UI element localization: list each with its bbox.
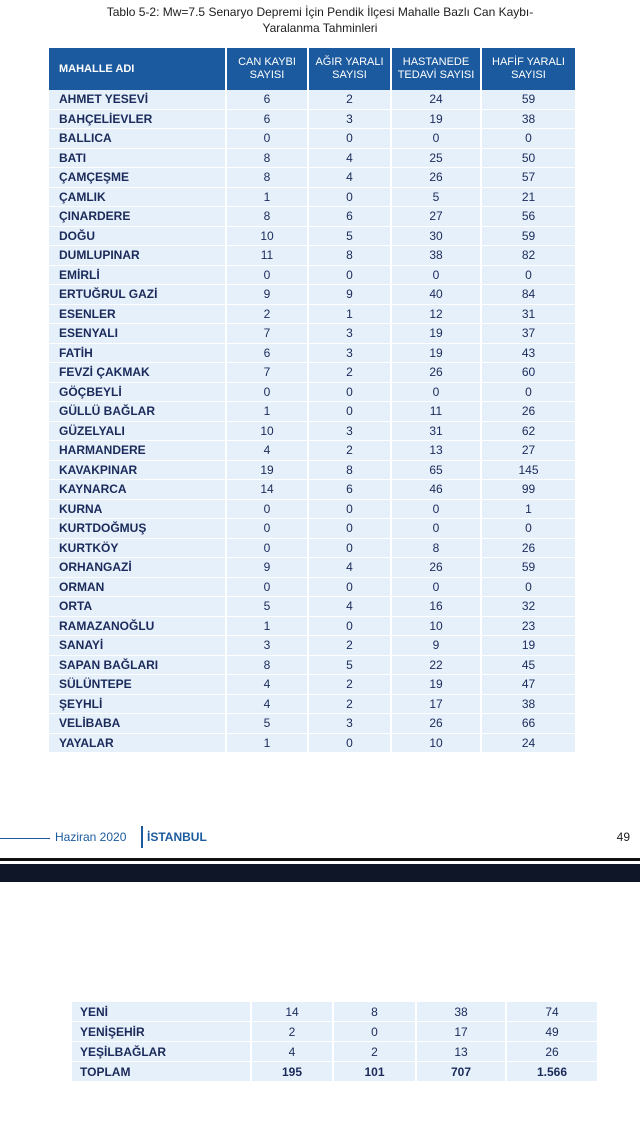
value-cell: 1 (227, 734, 309, 754)
value-cell: 101 (334, 1062, 417, 1082)
value-cell: 0 (482, 129, 575, 149)
value-cell: 31 (482, 305, 575, 325)
caption-line-2: Yaralanma Tahminleri (262, 21, 378, 35)
value-cell: 0 (309, 500, 392, 520)
mahalle-name: DOĞU (49, 227, 227, 247)
value-cell: 82 (482, 246, 575, 266)
value-cell: 4 (309, 168, 392, 188)
value-cell: 66 (482, 714, 575, 734)
table-row (49, 324, 575, 344)
table-row (49, 500, 575, 520)
value-cell: 6 (227, 344, 309, 364)
value-cell: 9 (309, 285, 392, 305)
value-cell: 4 (227, 441, 309, 461)
mahalle-name: KAYNARCA (49, 480, 227, 500)
table-row (49, 636, 575, 656)
value-cell: 8 (309, 461, 392, 481)
value-cell: 9 (227, 558, 309, 578)
value-cell: 6 (227, 110, 309, 130)
value-cell: 2 (252, 1022, 334, 1042)
value-cell: 3 (309, 714, 392, 734)
value-cell: 2 (334, 1042, 417, 1062)
mahalle-name: SÜLÜNTEPE (49, 675, 227, 695)
table-row (49, 617, 575, 637)
value-cell: 19 (227, 461, 309, 481)
value-cell: 145 (482, 461, 575, 481)
value-cell: 17 (417, 1022, 507, 1042)
value-cell: 59 (482, 227, 575, 247)
mahalle-name: KURTKÖY (49, 539, 227, 559)
mahalle-name: BAHÇELİEVLER (49, 110, 227, 130)
value-cell: 4 (309, 149, 392, 169)
value-cell: 0 (309, 129, 392, 149)
table-row (72, 1002, 597, 1022)
mahalle-name: ÇAMLIK (49, 188, 227, 208)
mahalle-name: TOPLAM (72, 1062, 252, 1082)
value-cell: 4 (252, 1042, 334, 1062)
table-row (49, 207, 575, 227)
value-cell: 19 (392, 344, 482, 364)
total-row (72, 1062, 597, 1082)
value-cell: 49 (507, 1022, 597, 1042)
value-cell: 8 (392, 539, 482, 559)
table-row (49, 90, 575, 110)
value-cell: 195 (252, 1062, 334, 1082)
mahalle-name: ORHANGAZİ (49, 558, 227, 578)
value-cell: 1 (227, 188, 309, 208)
mahalle-name: ORTA (49, 597, 227, 617)
value-cell: 74 (507, 1002, 597, 1022)
value-cell: 24 (482, 734, 575, 754)
mahalle-name: FATİH (49, 344, 227, 364)
page-number: 49 (616, 830, 630, 844)
value-cell: 2 (309, 695, 392, 715)
table-row (49, 188, 575, 208)
table-row (49, 441, 575, 461)
value-cell: 0 (392, 500, 482, 520)
mahalle-name: GÜZELYALI (49, 422, 227, 442)
value-cell: 19 (482, 636, 575, 656)
value-cell: 23 (482, 617, 575, 637)
mahalle-name: EMİRLİ (49, 266, 227, 286)
mahalle-name: VELİBABA (49, 714, 227, 734)
value-cell: 25 (392, 149, 482, 169)
value-cell: 19 (392, 110, 482, 130)
mahalle-name: YENİ (72, 1002, 252, 1022)
table-row (49, 675, 575, 695)
table-row (49, 578, 575, 598)
value-cell: 16 (392, 597, 482, 617)
header-can-kaybi: CAN KAYBI SAYISI (227, 48, 309, 90)
value-cell: 32 (482, 597, 575, 617)
value-cell: 0 (227, 519, 309, 539)
mahalle-name: YEŞİLBAĞLAR (72, 1042, 252, 1062)
table-row (49, 519, 575, 539)
table-row (49, 285, 575, 305)
value-cell: 11 (392, 402, 482, 422)
header-hafif-yarali: HAFİF YARALI SAYISI (482, 48, 575, 90)
value-cell: 1 (482, 500, 575, 520)
value-cell: 37 (482, 324, 575, 344)
value-cell: 5 (227, 714, 309, 734)
value-cell: 13 (392, 441, 482, 461)
value-cell: 45 (482, 656, 575, 676)
value-cell: 1.566 (507, 1062, 597, 1082)
value-cell: 43 (482, 344, 575, 364)
value-cell: 19 (392, 675, 482, 695)
value-cell: 6 (309, 480, 392, 500)
header-mahalle: MAHALLE ADI (49, 48, 227, 90)
value-cell: 99 (482, 480, 575, 500)
table-row (49, 227, 575, 247)
table-row (49, 363, 575, 383)
mahalle-name: BATI (49, 149, 227, 169)
table-row (49, 246, 575, 266)
value-cell: 0 (309, 188, 392, 208)
value-cell: 14 (252, 1002, 334, 1022)
value-cell: 46 (392, 480, 482, 500)
table-row (49, 734, 575, 754)
mahalle-name: ÇINARDERE (49, 207, 227, 227)
value-cell: 6 (309, 207, 392, 227)
value-cell: 14 (227, 480, 309, 500)
value-cell: 9 (392, 636, 482, 656)
mahalle-name: DUMLUPINAR (49, 246, 227, 266)
value-cell: 9 (227, 285, 309, 305)
caption-line-1: Tablo 5-2: Mw=7.5 Senaryo Depremi İçin Pendik İlçesi Mahalle Bazlı Can Kaybı- (106, 5, 534, 19)
value-cell: 26 (507, 1042, 597, 1062)
table-row (49, 110, 575, 130)
table-caption (0, 4, 640, 36)
value-cell: 707 (417, 1062, 507, 1082)
value-cell: 0 (392, 383, 482, 403)
mahalle-name: GÖÇBEYLİ (49, 383, 227, 403)
table-row (49, 402, 575, 422)
mahalle-name: ORMAN (49, 578, 227, 598)
value-cell: 13 (417, 1042, 507, 1062)
value-cell: 38 (482, 110, 575, 130)
mahalle-name: YAYALAR (49, 734, 227, 754)
page-break-bar (0, 864, 640, 882)
table-row (49, 597, 575, 617)
value-cell: 11 (227, 246, 309, 266)
value-cell: 8 (227, 149, 309, 169)
value-cell: 0 (334, 1022, 417, 1042)
table-row (49, 129, 575, 149)
value-cell: 1 (227, 402, 309, 422)
value-cell: 62 (482, 422, 575, 442)
mahalle-name: AHMET YESEVİ (49, 90, 227, 110)
value-cell: 1 (227, 617, 309, 637)
value-cell: 5 (309, 227, 392, 247)
value-cell: 8 (334, 1002, 417, 1022)
value-cell: 5 (227, 597, 309, 617)
value-cell: 8 (227, 207, 309, 227)
mahalle-name: BALLICA (49, 129, 227, 149)
mahalle-name: YENİŞEHİR (72, 1022, 252, 1042)
value-cell: 27 (392, 207, 482, 227)
value-cell: 10 (227, 422, 309, 442)
table-row (49, 344, 575, 364)
value-cell: 3 (309, 344, 392, 364)
value-cell: 56 (482, 207, 575, 227)
value-cell: 26 (482, 539, 575, 559)
mahalle-name: ERTUĞRUL GAZİ (49, 285, 227, 305)
mahalle-name: ESENLER (49, 305, 227, 325)
value-cell: 65 (392, 461, 482, 481)
value-cell: 60 (482, 363, 575, 383)
footer-city: İSTANBUL (147, 830, 207, 844)
value-cell: 21 (482, 188, 575, 208)
table-row (49, 383, 575, 403)
value-cell: 0 (309, 402, 392, 422)
value-cell: 26 (392, 363, 482, 383)
value-cell: 0 (482, 383, 575, 403)
mahalle-name: ŞEYHLİ (49, 695, 227, 715)
mahalle-name: SAPAN BAĞLARI (49, 656, 227, 676)
value-cell: 12 (392, 305, 482, 325)
value-cell: 0 (392, 129, 482, 149)
table-row (49, 422, 575, 442)
table-row (49, 266, 575, 286)
value-cell: 3 (309, 324, 392, 344)
mahalle-name: KURNA (49, 500, 227, 520)
value-cell: 50 (482, 149, 575, 169)
table-row (49, 714, 575, 734)
mahalle-name: SANAYİ (49, 636, 227, 656)
value-cell: 2 (309, 441, 392, 461)
value-cell: 0 (392, 266, 482, 286)
value-cell: 38 (417, 1002, 507, 1022)
mahalle-name: GÜLLÜ BAĞLAR (49, 402, 227, 422)
value-cell: 30 (392, 227, 482, 247)
value-cell: 3 (309, 422, 392, 442)
value-cell: 27 (482, 441, 575, 461)
value-cell: 0 (482, 578, 575, 598)
mahalle-name: KAVAKPINAR (49, 461, 227, 481)
mahalle-name: RAMAZANOĞLU (49, 617, 227, 637)
value-cell: 0 (309, 578, 392, 598)
value-cell: 4 (227, 675, 309, 695)
value-cell: 0 (227, 266, 309, 286)
value-cell: 6 (227, 90, 309, 110)
value-cell: 2 (227, 305, 309, 325)
value-cell: 0 (309, 519, 392, 539)
value-cell: 5 (309, 656, 392, 676)
value-cell: 0 (227, 500, 309, 520)
table-row (49, 539, 575, 559)
casualty-table-continued (72, 1002, 597, 1082)
value-cell: 26 (392, 714, 482, 734)
mahalle-name: ÇAMÇEŞME (49, 168, 227, 188)
value-cell: 47 (482, 675, 575, 695)
table-row (49, 305, 575, 325)
table-row (49, 480, 575, 500)
table-row (72, 1042, 597, 1062)
header-hastanede: HASTANEDE TEDAVİ SAYISI (392, 48, 482, 90)
value-cell: 2 (309, 363, 392, 383)
mahalle-name: FEVZİ ÇAKMAK (49, 363, 227, 383)
value-cell: 4 (309, 558, 392, 578)
value-cell: 0 (309, 617, 392, 637)
value-cell: 10 (227, 227, 309, 247)
casualty-table (49, 48, 575, 753)
mahalle-name: HARMANDERE (49, 441, 227, 461)
value-cell: 57 (482, 168, 575, 188)
table-header-row (49, 48, 575, 90)
value-cell: 2 (309, 90, 392, 110)
footer-separator (141, 826, 143, 848)
value-cell: 0 (309, 539, 392, 559)
table-row (49, 149, 575, 169)
value-cell: 1 (309, 305, 392, 325)
value-cell: 3 (309, 110, 392, 130)
value-cell: 59 (482, 558, 575, 578)
value-cell: 0 (392, 519, 482, 539)
value-cell: 0 (227, 539, 309, 559)
value-cell: 19 (392, 324, 482, 344)
mahalle-name: KURTDOĞMUŞ (49, 519, 227, 539)
header-agir-yarali: AĞIR YARALI SAYISI (309, 48, 392, 90)
table-row (72, 1022, 597, 1042)
value-cell: 26 (392, 558, 482, 578)
value-cell: 59 (482, 90, 575, 110)
value-cell: 0 (392, 578, 482, 598)
value-cell: 10 (392, 617, 482, 637)
value-cell: 26 (392, 168, 482, 188)
value-cell: 0 (227, 129, 309, 149)
value-cell: 7 (227, 324, 309, 344)
table-row (49, 461, 575, 481)
value-cell: 24 (392, 90, 482, 110)
value-cell: 0 (227, 383, 309, 403)
value-cell: 31 (392, 422, 482, 442)
value-cell: 8 (309, 246, 392, 266)
table-row (49, 695, 575, 715)
value-cell: 7 (227, 363, 309, 383)
value-cell: 4 (309, 597, 392, 617)
value-cell: 0 (482, 266, 575, 286)
value-cell: 5 (392, 188, 482, 208)
value-cell: 0 (309, 266, 392, 286)
footer-rule (0, 838, 50, 839)
value-cell: 10 (392, 734, 482, 754)
value-cell: 0 (309, 734, 392, 754)
table-row (49, 558, 575, 578)
value-cell: 2 (309, 636, 392, 656)
footer-date: Haziran 2020 (55, 830, 127, 844)
value-cell: 0 (227, 578, 309, 598)
value-cell: 8 (227, 656, 309, 676)
value-cell: 40 (392, 285, 482, 305)
value-cell: 8 (227, 168, 309, 188)
table-row (49, 168, 575, 188)
value-cell: 22 (392, 656, 482, 676)
mahalle-name: ESENYALI (49, 324, 227, 344)
value-cell: 0 (309, 383, 392, 403)
value-cell: 0 (482, 519, 575, 539)
page-break-line (0, 858, 640, 861)
value-cell: 17 (392, 695, 482, 715)
value-cell: 26 (482, 402, 575, 422)
table-row (49, 656, 575, 676)
value-cell: 4 (227, 695, 309, 715)
value-cell: 38 (482, 695, 575, 715)
value-cell: 2 (309, 675, 392, 695)
value-cell: 38 (392, 246, 482, 266)
value-cell: 84 (482, 285, 575, 305)
value-cell: 3 (227, 636, 309, 656)
